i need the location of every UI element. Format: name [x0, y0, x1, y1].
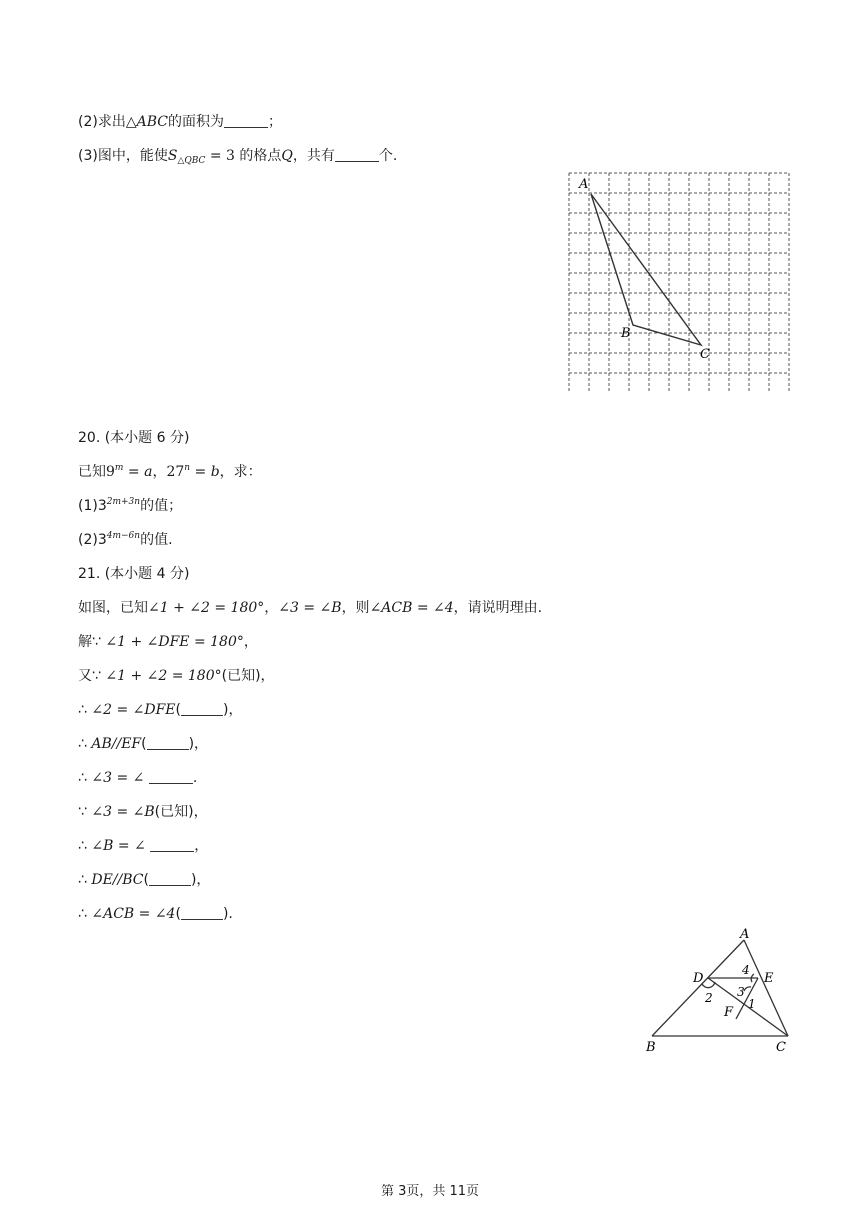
answer-blank [181, 701, 223, 716]
proof-line: ∴ ∠2 = ∠DFE( )， [78, 702, 243, 718]
proof-line: ∴ DE//BC( )， [78, 872, 211, 888]
label-C: C [700, 347, 710, 362]
answer-blank [147, 735, 189, 750]
answer-blank [224, 113, 268, 128]
q21-statement: 如图，已知∠1 + ∠2 = 180°，∠3 = ∠B，则∠ACB = ∠4，请说明理由. [78, 600, 543, 616]
answer-blank [181, 905, 223, 920]
q20-header: 20. (本小题 6 分) [78, 430, 190, 446]
proof-line: ∴ ∠3 = ∠ . [78, 770, 198, 786]
label-B: B [621, 326, 631, 341]
proof-line: ∴ AB//EF( )， [78, 736, 209, 752]
label-E: E [764, 971, 774, 986]
answer-blank [149, 871, 191, 886]
proof-line: ∴ ∠ACB = ∠4( ). [78, 906, 233, 922]
q19-part2: (2)求出△ABC的面积为 ； [78, 114, 282, 130]
triangle-abc [591, 194, 701, 345]
answer-blank [150, 837, 194, 852]
angle-label-2: 2 [705, 991, 713, 1005]
proof-line: 解∵ ∠1 + ∠DFE = 180°， [78, 634, 258, 650]
q20-item1: $(1)3^{2m+3n}$的值； [78, 497, 183, 514]
label-B: B [646, 1040, 656, 1055]
q20-item2: $(2)3^{4m-6n}$的值. [78, 531, 173, 548]
proof-line: ∵ ∠3 = ∠B(已知)， [78, 804, 208, 820]
label-A: A [740, 927, 750, 942]
label-A: A [579, 177, 589, 192]
triangle-figure [640, 924, 800, 1058]
label-D: D [693, 971, 704, 986]
proof-line: 又∵ ∠1 + ∠2 = 180°(已知)， [78, 668, 275, 684]
label-F: F [724, 1005, 734, 1020]
grid-figure [566, 170, 790, 392]
q20-given: 已知$9^m = a$，$27^n = b$，求： [78, 463, 262, 480]
angle-label-1: 1 [748, 997, 756, 1011]
label-C: C [776, 1040, 786, 1055]
proof-line: ∴ ∠B = ∠ ， [78, 838, 209, 854]
angle-label-3: 3 [737, 985, 745, 999]
page-footer: 第 3页，共 11页 [380, 1184, 480, 1199]
q19-part3: (3)图中，能使$S_{\triangle QBC} = 3$ 的格点Q，共有 个. [78, 148, 398, 166]
answer-blank [149, 769, 193, 784]
angle-label-4: 4 [742, 963, 750, 977]
answer-blank [335, 147, 379, 162]
q21-header: 21. (本小题 4 分) [78, 566, 190, 582]
